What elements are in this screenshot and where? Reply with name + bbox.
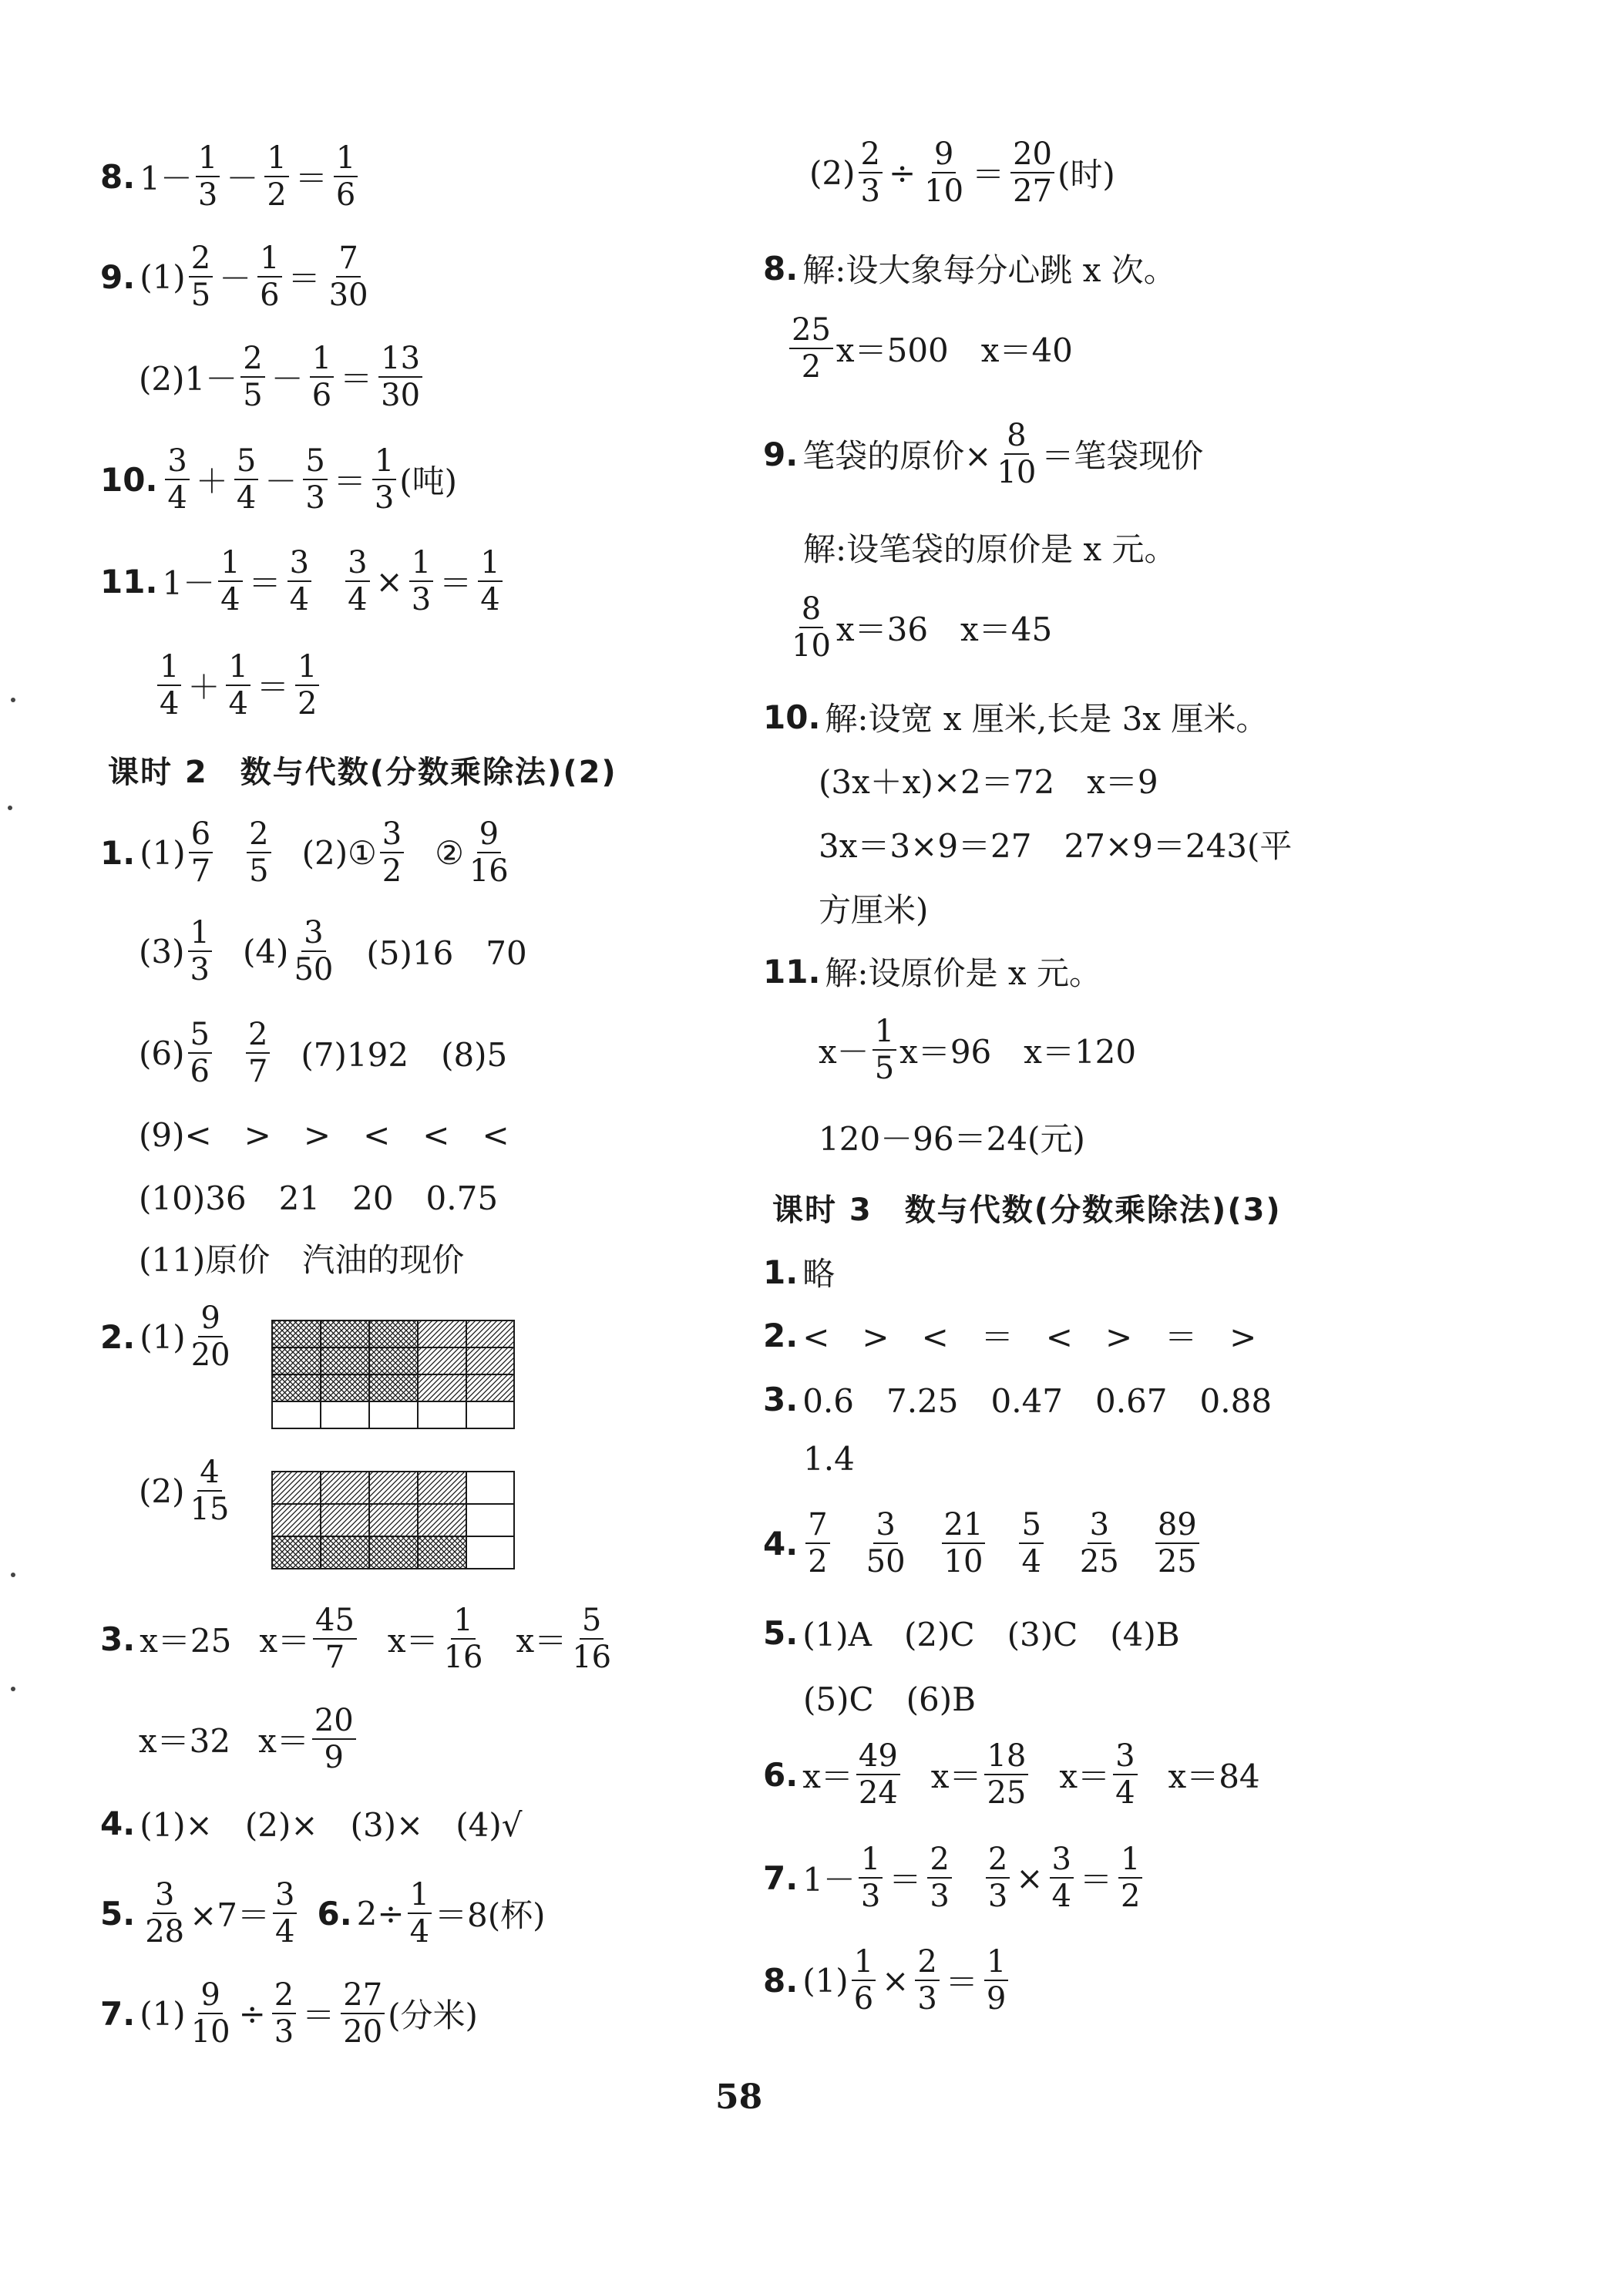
fraction: $\frac{2}{3}$ xyxy=(915,1946,939,2014)
fraction: $\frac{20}{9}$ xyxy=(312,1705,356,1773)
answer-10 xyxy=(100,443,458,516)
fraction: $\frac{1}{4}$ xyxy=(226,651,250,719)
fraction: $\frac{2}{7}$ xyxy=(246,1019,270,1087)
answer-r11-line1 xyxy=(763,948,1101,994)
expr-text: x＝ xyxy=(802,1758,853,1795)
expr-text: 3x＝3×9＝27 27×9＝243(平 xyxy=(819,827,1293,865)
question-number: 9. xyxy=(100,257,136,296)
expr-text: 1－ xyxy=(140,160,193,197)
answer-t1 xyxy=(763,1249,835,1295)
expr-text: x＝ xyxy=(930,1758,982,1795)
expr-text: (3) xyxy=(139,932,185,971)
question-number: 4. xyxy=(100,1804,136,1842)
fraction: $\frac{9}{10}$ xyxy=(190,1977,230,2050)
answer-s2-1-line4 xyxy=(139,1110,509,1156)
question-number: 2. xyxy=(100,1317,136,1356)
fraction: $\frac{8}{10}$ xyxy=(792,591,831,664)
question-number: 7. xyxy=(763,1859,799,1897)
fraction: $\frac{1}{4}$ xyxy=(157,651,181,719)
expr-text: (5)16 70 xyxy=(366,934,527,972)
answer-s2-5-6 xyxy=(100,1877,546,1950)
expr-text: (1) xyxy=(140,833,186,872)
fraction: $\frac{18}{25}$ xyxy=(984,1741,1028,1808)
operator: ＋ xyxy=(195,463,228,500)
question-number: 10. xyxy=(100,460,158,499)
answer-t4 xyxy=(763,1509,1202,1577)
expr-text: (1) xyxy=(140,1317,186,1356)
answer-s2-3-line1 xyxy=(100,1605,617,1673)
operator: － xyxy=(226,160,259,197)
fraction: $\frac{2}{3}$ xyxy=(272,1980,296,2047)
unit-label: (分米) xyxy=(388,1997,478,2034)
fraction: $\frac{5}{6}$ xyxy=(188,1019,212,1087)
operator: ＝ xyxy=(248,564,281,602)
expr-text: 1－ xyxy=(802,1861,856,1899)
answer-r10-line1 xyxy=(763,694,1268,740)
answer-s2-1-line3 xyxy=(139,1019,507,1087)
expr-text: ＝笔袋现价 xyxy=(1041,437,1204,475)
operator: － xyxy=(219,260,252,298)
fraction: $\frac{25}{2}$ xyxy=(789,315,833,382)
answer-t8-1 xyxy=(763,1944,1011,2017)
answer-r10-line3 xyxy=(819,821,1292,867)
fraction: $\frac{3}{50}$ xyxy=(294,915,334,987)
expr-text: x＝ xyxy=(387,1622,439,1660)
fraction: $\frac{5}{4}$ xyxy=(234,446,258,513)
scan-speck xyxy=(8,806,12,810)
fraction: $\frac{20}{27}$ xyxy=(1010,139,1054,207)
fraction: $\frac{9}{10}$ xyxy=(924,136,964,209)
expr-text: (9)< > > < < < xyxy=(139,1116,509,1154)
fraction: $\frac{5}{3}$ xyxy=(303,446,327,513)
operator: ＝ xyxy=(256,668,289,706)
fraction: $\frac{1}{4}$ xyxy=(408,1879,432,1947)
expr-text: 120－96＝24(元) xyxy=(819,1120,1085,1158)
question-number: 3. xyxy=(763,1380,799,1418)
fraction: $\frac{21}{10}$ xyxy=(942,1509,986,1577)
answer-s2-4 xyxy=(100,1800,523,1846)
answer-s2-1-line2 xyxy=(139,917,527,985)
operator: ＝ xyxy=(294,160,328,197)
answer-t5-line1 xyxy=(763,1610,1180,1656)
question-number: 9. xyxy=(763,435,799,473)
fraction: $\frac{3}{2}$ xyxy=(380,819,404,886)
answer-s2-1-line6 xyxy=(139,1235,464,1281)
operator: ＝ xyxy=(439,564,472,602)
operator: ＝ xyxy=(972,156,1005,193)
fraction: $\frac{1}{6}$ xyxy=(257,243,281,311)
answer-t3-line1 xyxy=(763,1376,1272,1422)
fraction: $\frac{89}{25}$ xyxy=(1155,1509,1199,1577)
answer-s2-2-1 xyxy=(100,1300,236,1373)
fraction: $\frac{2}{5}$ xyxy=(189,243,213,311)
fraction: $\frac{45}{7}$ xyxy=(313,1605,357,1673)
operator: ＝ xyxy=(340,360,373,398)
expr-text: x＝ xyxy=(516,1622,567,1660)
question-number: 4. xyxy=(763,1524,799,1563)
question-number: 2. xyxy=(763,1316,799,1354)
answer-r10-line4 xyxy=(819,885,928,931)
operator: － xyxy=(271,360,304,398)
operator: × xyxy=(882,1961,910,2000)
fraction: $\frac{2}{3}$ xyxy=(927,1844,951,1912)
expr-text: x＝ xyxy=(258,1722,309,1760)
fraction: $\frac{4}{15}$ xyxy=(190,1455,230,1527)
expr-text: x＝96 x＝120 xyxy=(899,1033,1137,1071)
question-number: 7. xyxy=(100,1994,136,2033)
fraction: $\frac{1}{5}$ xyxy=(873,1016,896,1084)
answer-r8-line1 xyxy=(763,245,1176,291)
expr-text: x＝500 x＝40 xyxy=(836,331,1073,369)
fraction: $\frac{1}{3}$ xyxy=(859,1844,883,1912)
fraction: $\frac{9}{20}$ xyxy=(190,1300,230,1373)
fraction: $\frac{1}{2}$ xyxy=(1118,1844,1142,1912)
expr-text: 解:设大象每分心跳 x 次。 xyxy=(802,251,1176,289)
fraction: $\frac{1}{4}$ xyxy=(218,547,242,615)
page-number: 58 xyxy=(715,2077,763,2117)
question-number: 10. xyxy=(763,698,821,736)
fraction: $\frac{2}{3}$ xyxy=(986,1844,1010,1912)
answer-r11-line3 xyxy=(819,1114,1085,1160)
expr-text: (2) xyxy=(139,1472,185,1510)
fraction: $\frac{7}{2}$ xyxy=(805,1509,829,1577)
answer-t2 xyxy=(763,1312,1256,1358)
expr-text: 0.6 7.25 0.47 0.67 0.88 xyxy=(802,1382,1273,1420)
expr-text: x＝ xyxy=(259,1622,311,1660)
question-number: 1. xyxy=(763,1253,799,1291)
fraction: $\frac{1}{9}$ xyxy=(984,1946,1008,2014)
operator: ＝ xyxy=(333,463,366,500)
answer-t6 xyxy=(763,1738,1260,1811)
question-number: 8. xyxy=(763,249,799,288)
answer-t5-line2 xyxy=(803,1674,976,1721)
fraction: $\frac{1}{4}$ xyxy=(478,547,502,615)
fraction: $\frac{5}{4}$ xyxy=(1019,1509,1043,1577)
answer-r9-line3 xyxy=(786,591,1053,664)
expr-text: (2) xyxy=(809,153,856,192)
question-number: 5. xyxy=(100,1894,136,1933)
fraction: $\frac{1}{2}$ xyxy=(264,143,288,210)
expr-text: (11)原价 汽油的现价 xyxy=(139,1241,465,1279)
fraction: $\frac{49}{24}$ xyxy=(856,1741,900,1808)
fraction: $\frac{1}{3}$ xyxy=(188,917,212,985)
operator: ÷ xyxy=(238,1994,266,2033)
crosshatch-region xyxy=(272,1320,418,1401)
expr-text: (6) xyxy=(139,1034,185,1072)
fraction: $\frac{2}{5}$ xyxy=(240,343,264,411)
fraction: $\frac{3}{4}$ xyxy=(165,446,189,513)
scan-speck xyxy=(11,698,15,702)
unit-label: (吨) xyxy=(399,463,458,500)
scan-speck xyxy=(11,1573,15,1577)
answer-11-line2 xyxy=(154,649,322,722)
expr-text: (1)× (2)× (3)× (4)√ xyxy=(140,1806,523,1844)
operator: ＝ xyxy=(945,1963,978,2001)
question-number: 6. xyxy=(763,1755,799,1794)
operator: × xyxy=(1016,1859,1044,1897)
fraction: $\frac{3}{25}$ xyxy=(1079,1507,1119,1579)
shaded-grid-2 xyxy=(271,1471,515,1569)
question-number: 8. xyxy=(100,157,136,196)
scan-speck xyxy=(11,1687,15,1691)
answer-s2-1-line5 xyxy=(139,1173,498,1220)
question-number: 5. xyxy=(763,1613,799,1652)
expr-text: x＝32 xyxy=(139,1722,231,1760)
fraction: $\frac{1}{6}$ xyxy=(334,143,358,210)
operator: ＋ xyxy=(187,668,220,706)
fraction: $\frac{2}{3}$ xyxy=(859,139,883,207)
answer-r11-line2 xyxy=(819,1016,1136,1084)
question-number: 11. xyxy=(100,562,158,601)
expr-text: (2)① xyxy=(301,833,377,872)
expr-text: (5)C (6)B xyxy=(803,1680,976,1718)
section-heading-lesson-3: 课时 3 数与代数(分数乘除法)(3) xyxy=(772,1193,1282,1228)
answer-r8-line2 xyxy=(786,312,1073,385)
answer-t7 xyxy=(763,1844,1145,1912)
answer-7-2 xyxy=(809,136,1115,209)
question-number: 8. xyxy=(763,1961,799,2000)
expr-text: 2÷ xyxy=(356,1894,405,1933)
fraction: $\frac{1}{2}$ xyxy=(295,651,319,719)
question-number: 1. xyxy=(100,833,136,872)
expr-text: (7)192 (8)5 xyxy=(301,1036,508,1074)
expr-text: (1) xyxy=(802,1961,849,2000)
fraction: $\frac{1}{3}$ xyxy=(372,446,396,513)
answer-s2-3-line2 xyxy=(139,1705,359,1773)
answer-r9-line1 xyxy=(763,420,1203,488)
expr-text: < > < ＝ < > ＝ > xyxy=(802,1318,1257,1356)
expr-text: 笔袋的原价× xyxy=(802,437,992,475)
expr-text: ② xyxy=(435,833,464,872)
unit-label: (时) xyxy=(1057,156,1115,193)
section-heading-lesson-2: 课时 2 数与代数(分数乘除法)(2) xyxy=(108,755,617,790)
answer-r10-line2 xyxy=(819,757,1158,803)
operator: × xyxy=(375,562,403,601)
fraction: $\frac{1}{6}$ xyxy=(310,343,334,411)
fraction: $\frac{27}{20}$ xyxy=(341,1980,385,2047)
answer-s2-1-line1 xyxy=(100,816,514,889)
fraction: $\frac{1}{16}$ xyxy=(443,1603,483,1675)
fraction: $\frac{3}{4}$ xyxy=(287,547,311,615)
expr-text: x＝84 xyxy=(1168,1758,1260,1795)
expr-text: x＝25 xyxy=(140,1622,232,1660)
expr-text: 略 xyxy=(802,1255,836,1293)
fraction: $\frac{3}{50}$ xyxy=(866,1507,906,1579)
operator: ＝ xyxy=(287,260,321,298)
fraction: $\frac{13}{30}$ xyxy=(378,343,422,411)
question-number: 3. xyxy=(100,1620,136,1658)
fraction: $\frac{5}{16}$ xyxy=(572,1603,612,1675)
expr-text: (4) xyxy=(242,932,289,971)
shaded-grid-1 xyxy=(271,1320,515,1429)
fraction: $\frac{3}{4}$ xyxy=(1050,1844,1074,1912)
expr-text: x－ xyxy=(819,1033,869,1071)
question-number: 6. xyxy=(317,1894,352,1933)
fraction: $\frac{3}{4}$ xyxy=(1113,1741,1137,1808)
operator: ＝ xyxy=(302,1997,335,2034)
expr-text: (2)1－ xyxy=(139,360,238,398)
expr-text: 解:设原价是 x 元。 xyxy=(825,954,1101,992)
answer-s2-2-2 xyxy=(139,1457,234,1525)
answer-8 xyxy=(100,140,361,213)
question-number: 11. xyxy=(763,952,821,991)
expr-text: 方厘米) xyxy=(819,891,929,929)
fraction: $\frac{1}{3}$ xyxy=(196,143,220,210)
fraction: $\frac{8}{10}$ xyxy=(997,418,1037,490)
fraction: $\frac{7}{30}$ xyxy=(328,241,368,313)
fraction: $\frac{1}{3}$ xyxy=(409,547,433,615)
fraction: $\frac{2}{5}$ xyxy=(247,819,271,886)
expr-text: ＝8(杯) xyxy=(435,1896,546,1934)
expr-text: (1) xyxy=(140,1994,186,2033)
fraction: $\frac{9}{16}$ xyxy=(469,816,509,889)
operator: ＝ xyxy=(1079,1861,1112,1899)
answer-r9-line2 xyxy=(803,524,1177,570)
expr-text: 解:设笔袋的原价是 x 元。 xyxy=(803,530,1177,568)
expr-text: (3x＋x)×2＝72 x＝9 xyxy=(819,763,1158,801)
expr-text: x＝36 x＝45 xyxy=(836,611,1053,648)
answer-9-2 xyxy=(139,343,425,411)
expr-text: (1)A (2)C (3)C (4)B xyxy=(802,1616,1180,1653)
fraction: $\frac{3}{4}$ xyxy=(273,1879,297,1947)
answer-11-line1 xyxy=(100,547,506,615)
expr-text: 解:设宽 x 厘米,长是 3x 厘米。 xyxy=(825,700,1269,738)
answer-s2-7-1 xyxy=(100,1977,478,2050)
expr-text: 1－ xyxy=(162,564,216,602)
expr-text: x＝ xyxy=(1059,1758,1111,1795)
expr-text: (1) xyxy=(140,257,186,296)
answer-t3-line2 xyxy=(803,1440,855,1478)
expr-text: (10)36 21 20 0.75 xyxy=(139,1179,499,1217)
operator: － xyxy=(264,463,298,500)
fraction: $\frac{3}{4}$ xyxy=(345,547,369,615)
operator: ＝ xyxy=(889,1861,922,1899)
fraction: $\frac{6}{7}$ xyxy=(189,819,213,886)
fraction: $\frac{3}{28}$ xyxy=(145,1877,185,1950)
fraction: $\frac{1}{6}$ xyxy=(852,1946,876,2014)
answer-9-1 xyxy=(100,243,374,311)
operator: ÷ xyxy=(888,153,916,192)
expr-text: 1.4 xyxy=(803,1440,855,1478)
expr-text: ×7＝ xyxy=(190,1896,271,1934)
